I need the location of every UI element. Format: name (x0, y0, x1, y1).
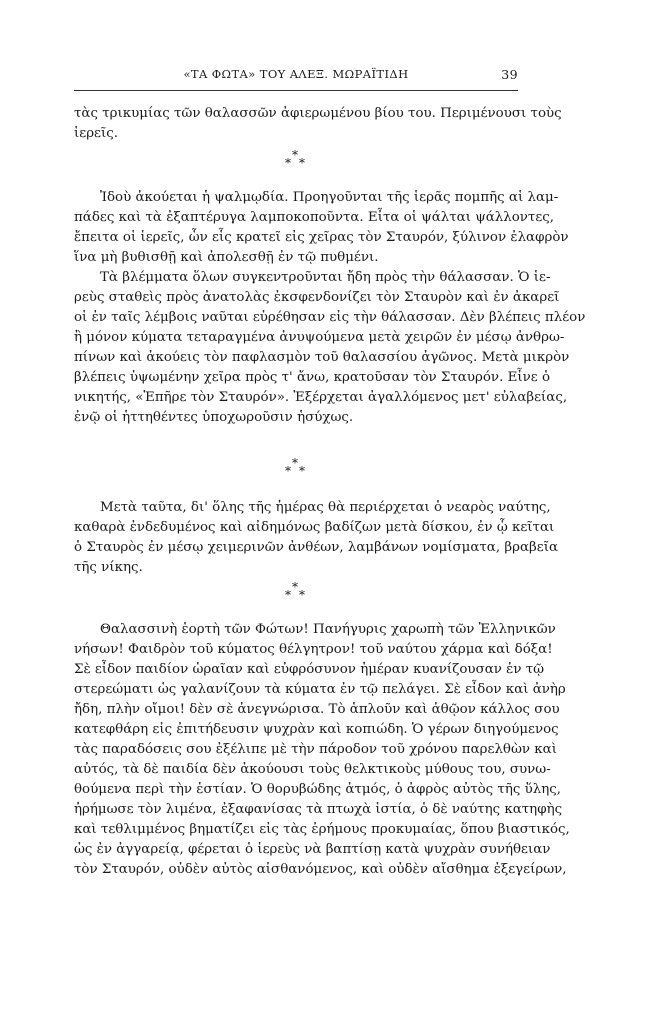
text-line: αὐτός, τὰ δὲ παιδία δὲν ἀκούουσι τοὺς θελκτικοὺς μύθους του, συνω- (74, 762, 551, 777)
text-line: ἵνα μὴ βυθισθῇ καὶ ἀπολεσθῇ ἐν τῷ πυθμένι. (74, 250, 379, 265)
text-line: Τὰ βλέμματα ὅλων συγκεντροῦνται ἤδη πρὸς τὴν θάλασσαν. Ὁ ἱε- (100, 270, 551, 285)
text-line: κατεφθάρη εἰς ἐπιτήδευσιν ψυχρὰν καὶ κοπιώδη. Ὁ γέρων διηγούμενος (74, 722, 559, 737)
text-line: Θαλασσινὴ ἑορτὴ τῶν Φώτων! Πανήγυρις χαρωπὴ τῶν Ἑλληνικῶν (100, 622, 556, 637)
text-line: στερεώματι ὡς γαλανίζουν τὰ κύματα ἐν τῷ πελάγει. Σὲ εἶδον καὶ ἀνὴρ (74, 682, 566, 697)
text-line: Ἰδοὺ ἀκούεται ἡ ψαλμῳδία. Προηγοῦνται τῆς ἱερᾶς πομπῆς αἱ λαμ- (100, 190, 559, 205)
text-line: Σὲ εἶδον παιδίον ὡραῖαν καὶ εὐφρόσυνον ἡμέραν κυανίζουσαν ἐν τῷ (74, 662, 545, 677)
section-asterism: * * * (285, 456, 305, 478)
text-line: θούμενα περὶ τὴν ἑστίαν. Ὁ θορυβώδης ἀτμός, ὁ ἀφρὸς αὐτὸς τῆς ὕλης, (74, 782, 562, 797)
text-line: ἢ μόνον κύματα τεταραγμένα ἀνυψούμενα μετὰ χειρῶν ἐν μέσῳ ἀνθρω- (74, 330, 565, 345)
paragraph (74, 188, 569, 268)
text-line: τῆς νίκης. (74, 560, 143, 575)
text-line: ὁ Σταυρὸς ἐν μέσῳ χειμερινῶν ἀνθέων, λαμβάνων νομίσματα, βραβεῖα (74, 540, 558, 555)
paragraph (74, 268, 586, 428)
section-asterism: * * * (285, 148, 305, 170)
text-line: πάδες καὶ τὰ ἐξαπτέρυγα λαμποκοποῦντα. Εἶτα οἱ ψάλται ψάλλοντες, (74, 210, 555, 225)
text-line: ἔπειτα οἱ ἱερεῖς, ὧν εἷς κρατεῖ εἰς χεῖρας τὸν Σταυρόν, ξύλινον ἐλαφρὸν (74, 230, 569, 245)
text-line: ὡς ἐν ἀγγαρείᾳ, φέρεται ὁ ἱερεὺς νὰ βαπτίσῃ κατὰ ψυχρὰν συνήθειαν (74, 842, 551, 857)
running-title: «ΤΑ ΦΩΤΑ» ΤΟΥ ΑΛΕΞ. ΜΩΡΑΪΤΙΔΗ (183, 67, 409, 81)
text-line: νήσων! Φαιδρὸν τοῦ κύματος θέλγητρον! τοῦ ναύτου χάρμα καὶ δόξα! (74, 642, 553, 657)
paragraph (74, 498, 558, 578)
text-line: ἤδη, πλὴν οἴμοι! δὲν σὲ ἀνεγνώρισα. Τὸ ἁπλοῦν καὶ ἀθῷον κάλλος σου (74, 702, 560, 717)
text-line: ἐνῷ οἱ ἡττηθέντες ὑποχωροῦσιν ἡσύχως. (74, 410, 354, 425)
section-asterism: * * * (285, 580, 305, 602)
text-line: καὶ τεθλιμμένος βηματίζει εἰς τὰς ἐρήμους προκυμαίας, ὅπου βιαστικός, (74, 822, 570, 837)
text-line: καθαρὰ ἐνδεδυμένος καὶ αἰδημόνως βαδίζων μετὰ δίσκου, ἐν ᾧ κεῖται (74, 520, 555, 535)
page-body (74, 104, 586, 880)
text-line: Μετὰ ταῦτα, δι' ὅλης τῆς ἡμέρας θὰ περιέρχεται ὁ νεαρὸς ναύτης, (100, 500, 551, 515)
text-line: ἱερεῖς. (74, 126, 119, 141)
paragraph (74, 104, 562, 144)
text-line: ἠρήμωσε τὸν λιμένα, ἐξαφανίσας τὰ πτωχὰ ἱστία, ὁ δὲ ναύτης κατηφὴς (74, 802, 563, 817)
text-line: ρεὺς σταθεὶς πρὸς ἀνατολὰς ἐκσφενδονίζει τὸν Σταυρὸν καὶ ἐν ἀκαρεῖ (74, 290, 560, 305)
header-rule (74, 90, 518, 91)
text-line: πίνων καὶ ἀκούεις τὸν παφλασμὸν τοῦ θαλασσίου ἀγῶνος. Μετὰ μικρὸν (74, 350, 570, 365)
text-line: τὰς παραδόσεις σου ἐξέλιπε μὲ τὴν πάροδον τοῦ χρόνου παρελθὼν καὶ (74, 742, 557, 757)
text-line: τὸν Σταυρόν, οὐδὲν αὐτὸς αἰσθανόμενος, καὶ οὐδὲν αἴσθημα ἐξεγείρων, (74, 862, 567, 877)
text-line: οἱ ἐν ταῖς λέμβοις ναῦται εὑρέθησαν εἰς τὴν θάλασσαν. Δὲν βλέπεις πλέον (74, 310, 586, 325)
running-header (74, 67, 518, 83)
text-line: νικητής, «Ἐπῆρε τὸν Σταυρόν». Ἐξέρχεται ἀγαλλόμενος μετ' εὐλαβείας, (74, 390, 568, 405)
page-number: 39 (501, 67, 518, 82)
paragraph (74, 620, 570, 880)
text-line: βλέπεις ὑψωμένην χεῖρα πρὸς τ' ἄνω, κρατοῦσαν τὸν Σταυρόν. Εἶνε ὁ (74, 370, 551, 385)
text-line: τὰς τρικυμίας τῶν θαλασσῶν ἀφιερωμένου βίου του. Περιμένουσι τοὺς (74, 106, 562, 121)
